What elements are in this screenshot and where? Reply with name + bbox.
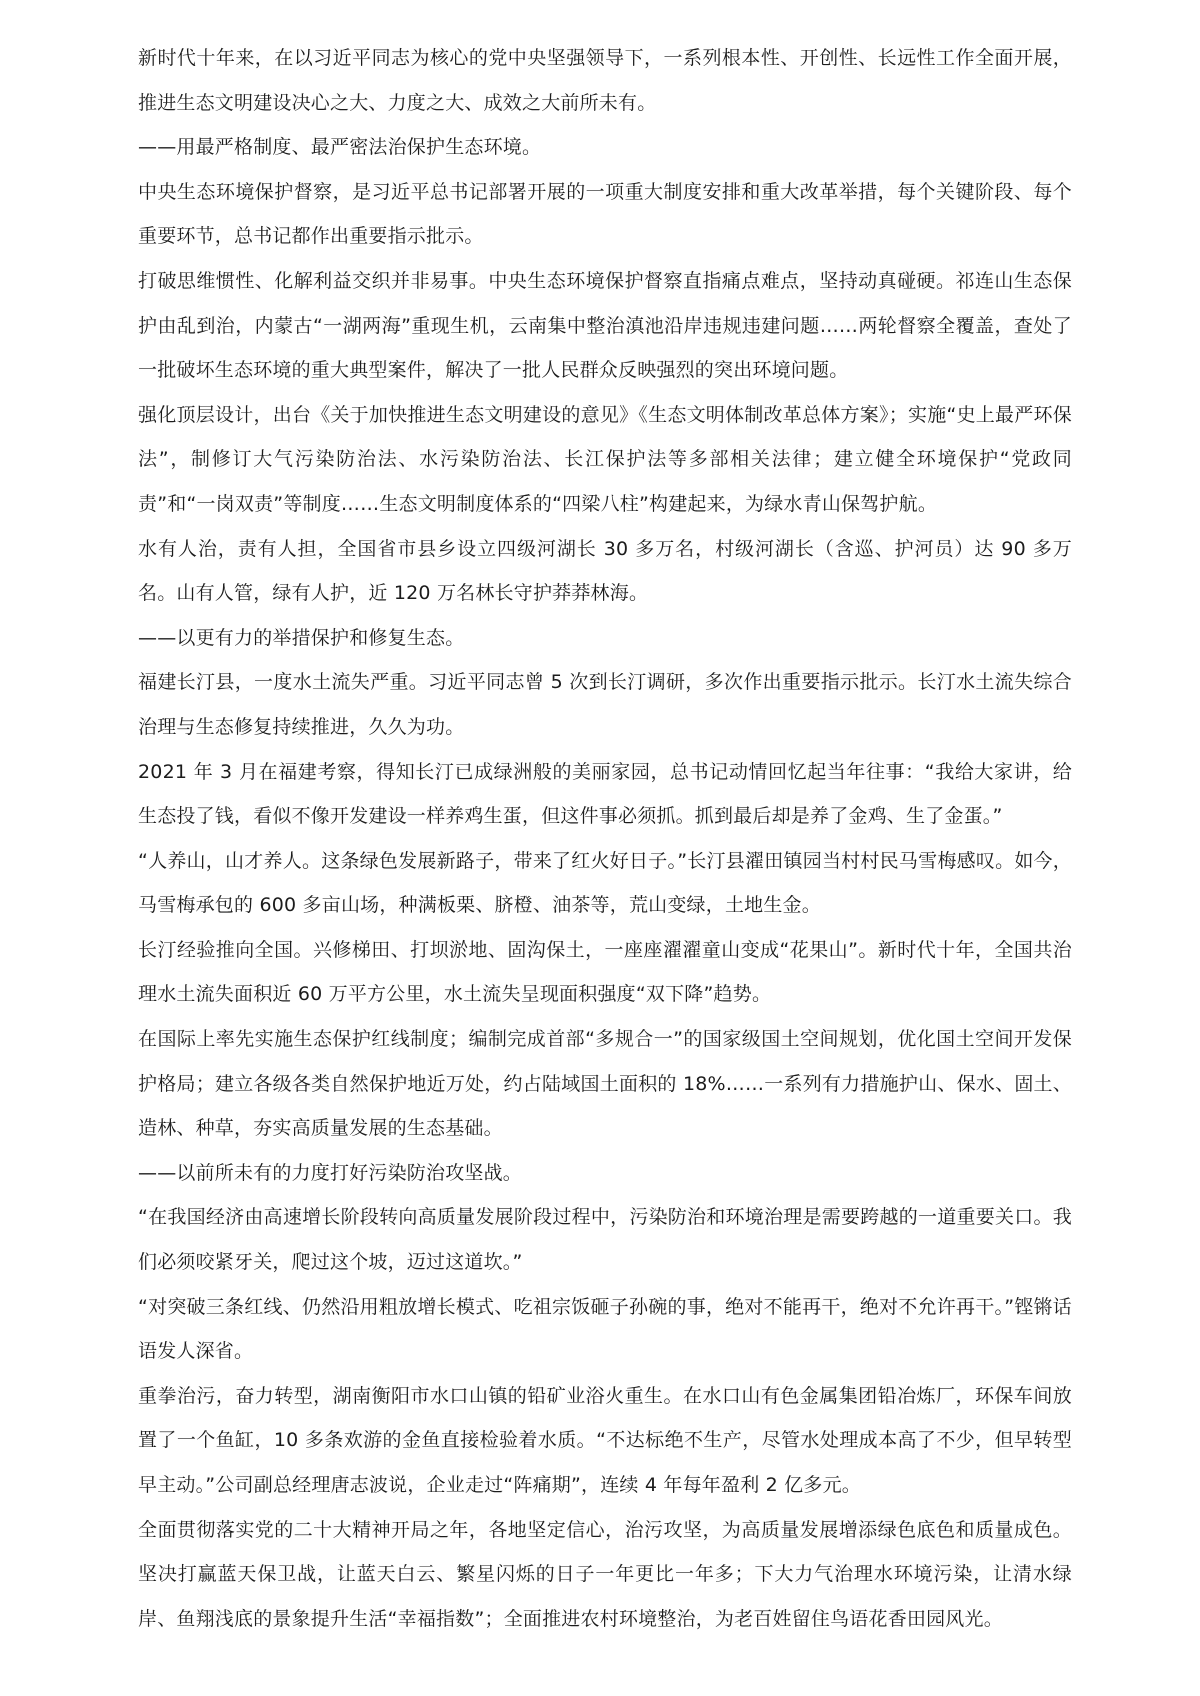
- section-heading-2: ——以更有力的举措保护和修复生态。: [138, 626, 465, 649]
- section-heading-3: ——以前所未有的力度打好污染防治攻坚战。: [138, 1161, 523, 1184]
- paragraph: 在国际上率先实施生态保护红线制度；编制完成首部“多规合一”的国家级国土空间规划，优化国土空间开发保护格局；建立各级各类自然保护地近万处，约占陆域国土面积的 18%……一系列有力措施护山、保水、固土、造林、种草，夯实高质量发展的生态基础。: [138, 1028, 1072, 1140]
- paragraph: 水有人治，责有人担，全国省市县乡设立四级河湖长 30 多万名，村级河湖长（含巡、护河员）达 90 多万名。山有人管，绿有人护，近 120 万名林长守护莽莽林海。: [138, 537, 1072, 605]
- paragraph: “人养山，山才养人。这条绿色发展新路子，带来了红火好日子。”长汀县濯田镇园当村村民马雪梅感叹。如今，马雪梅承包的 600 多亩山场，种满板栗、脐橙、油茶等，荒山变绿，土地生金。: [138, 849, 1072, 917]
- paragraph: 福建长汀县，一度水土流失严重。习近平同志曾 5 次到长汀调研，多次作出重要指示批示。长汀水土流失综合治理与生态修复持续推进，久久为功。: [138, 671, 1072, 738]
- paragraph-quote: “对突破三条红线、仍然沿用粗放增长模式、吃祖宗饭砸子孙碗的事，绝对不能再干，绝对不允许再干。”铿锵话语发人深省。: [138, 1295, 1072, 1363]
- paragraph: 全面贯彻落实党的二十大精神开局之年，各地坚定信心，治污攻坚，为高质量发展增添绿色底色和质量成色。坚决打赢蓝天保卫战，让蓝天白云、繁星闪烁的日子一年更比一年多；下大力气治理水环境污染，让清水绿岸、鱼翔浅底的景象提升生活“幸福指数”；全面推进农村环境整治，为老百姓留住鸟语花香田园风光。: [138, 1518, 1072, 1630]
- paragraph: 打破思维惯性、化解利益交织并非易事。中央生态环境保护督察直指痛点难点，坚持动真碰硬。祁连山生态保护由乱到治，内蒙古“一湖两海”重现生机，云南集中整治滇池沿岸违规违建问题……两轮督察全覆盖，查处了一批破坏生态环境的重大典型案件，解决了一批人民群众反映强烈的突出环境问题。: [138, 269, 1072, 382]
- paragraph-quote: “在我国经济由高速增长阶段转向高质量发展阶段过程中，污染防治和环境治理是需要跨越的一道重要关口。我们必须咬紧牙关，爬过这个坡，迈过这道坎。”: [138, 1206, 1072, 1274]
- paragraph-intro: 新时代十年来，在以习近平同志为核心的党中央坚强领导下，一系列根本性、开创性、长远性工作全面开展，推进生态文明建设决心之大、力度之大、成效之大前所未有。: [138, 47, 1072, 114]
- article-body: [138, 36, 1072, 1641]
- paragraph: 2021 年 3 月在福建考察，得知长汀已成绿洲般的美丽家园，总书记动情回忆起当年往事：“我给大家讲，给生态投了钱，看似不像开发建设一样养鸡生蛋，但这件事必须抓。抓到最后却是养了金鸡、生了金蛋。”: [138, 760, 1072, 828]
- paragraph: 长汀经验推向全国。兴修梯田、打坝淤地、固沟保土，一座座濯濯童山变成“花果山”。新时代十年，全国共治理水土流失面积近 60 万平方公里，水土流失呈现面积强度“双下降”趋势。: [138, 938, 1072, 1006]
- paragraph: 重拳治污，奋力转型，湖南衡阳市水口山镇的铅矿业浴火重生。在水口山有色金属集团铅冶炼厂，环保车间放置了一个鱼缸，10 多条欢游的金鱼直接检验着水质。“不达标绝不生产，尽管水处理成本高了不少，但早转型早主动。”公司副总经理唐志波说，企业走过“阵痛期”，连续 4 年每年盈利 2 亿多元。: [138, 1384, 1072, 1496]
- section-heading-1: ——用最严格制度、最严密法治保护生态环境。: [138, 136, 542, 159]
- paragraph: 强化顶层设计，出台《关于加快推进生态文明建设的意见》《生态文明体制改革总体方案》；实施“史上最严环保法”，制修订大气污染防治法、水污染防治法、长江保护法等多部相关法律；建立健全环境保护“党政同责”和“一岗双责”等制度……生态文明制度体系的“四梁八柱”构建起来，为绿水青山保驾护航。: [138, 403, 1072, 515]
- paragraph: 中央生态环境保护督察，是习近平总书记部署开展的一项重大制度安排和重大改革举措，每个关键阶段、每个重要环节，总书记都作出重要指示批示。: [138, 180, 1072, 248]
